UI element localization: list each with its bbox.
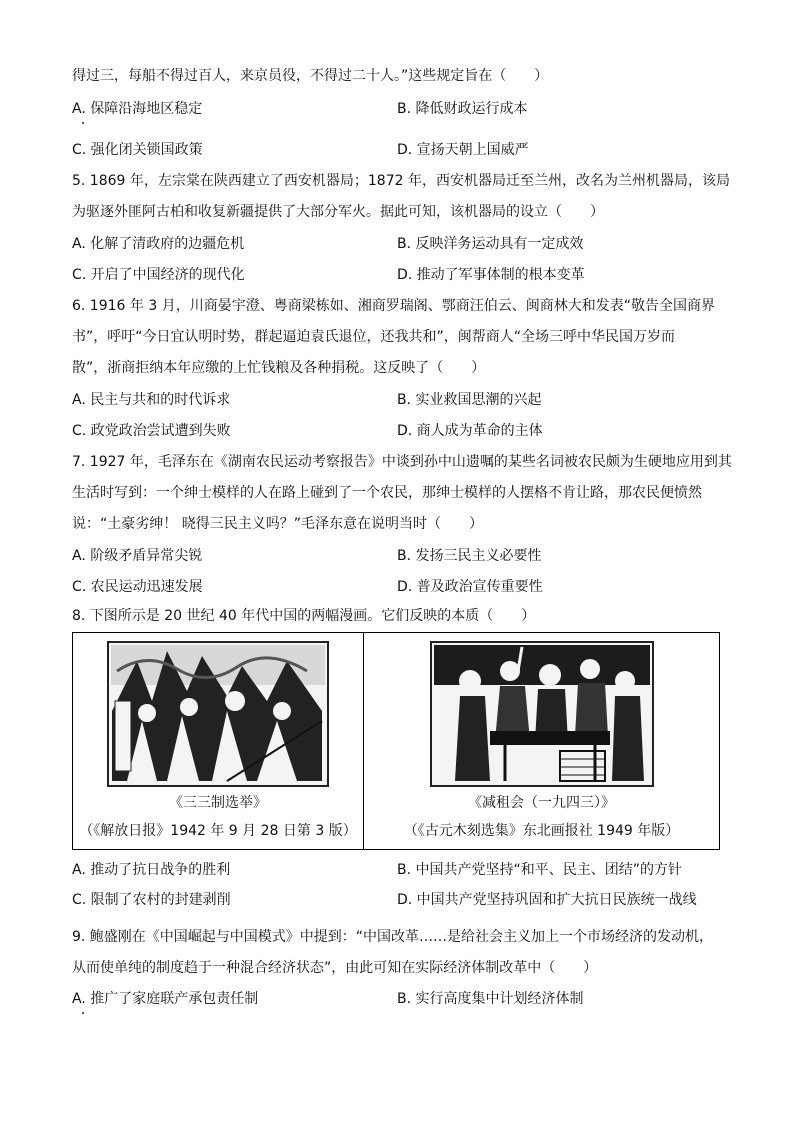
q8-option-c: C. 限制了农村的封建剥削: [72, 892, 231, 908]
q4-option-b: B. 降低财政运行成本: [397, 101, 528, 117]
q6-option-b: B. 实业救国思潮的兴起: [397, 392, 542, 408]
q7-option-b: B. 发扬三民主义必要性: [397, 548, 542, 564]
q7-stem-line1: 7. 1927 年，毛泽东在《湖南农民运动考察报告》中谈到孙中山遗嘱的某些名词被农民颇为生硬地应用到其: [72, 454, 732, 470]
cartoon-figure-table: [72, 632, 720, 850]
q6-stem-line2: 书”，呼吁“今日宜认明时势，群起逼迫袁氏退位，还我共和”，闽帮商人“全场三呼中华民国万岁而: [72, 329, 676, 345]
q6-stem-line1: 6. 1916 年 3 月，川商晏宇澄、粤商梁栋如、湘商罗瑞阁、鄂商汪伯云、闽商林大和发表“敬告全国商界: [72, 298, 715, 314]
cartoon-left-source: （《解放日报》1942 年 9 月 28 日第 3 版）: [79, 823, 357, 839]
q7-stem-line3: 说：“土豪劣绅！ 晓得三民主义吗？”毛泽东意在说明当时（ ）: [72, 516, 483, 532]
q9-stem-line1: 9. 鲍盛刚在《中国崛起与中国模式》中提到：“中国改革……是给社会主义加上一个市场经济的发动机，: [72, 929, 714, 945]
q5-option-b: B. 反映洋务运动具有一定成效: [397, 236, 584, 252]
stray-mark: [82, 122, 84, 124]
q8-option-d: D. 中国共产党坚持巩固和扩大抗日民族统一战线: [397, 892, 697, 908]
q6-option-a: A. 民主与共和的时代诉求: [72, 392, 231, 408]
q4-option-a: A. 保障沿海地区稳定: [72, 101, 203, 117]
q9-option-a: A. 推广了家庭联产承包责任制: [72, 991, 259, 1007]
q9-option-b: B. 实行高度集中计划经济体制: [397, 991, 584, 1007]
q9-stem-line2: 从而使单纯的制度趋于一种混合经济状态”，由此可知在实际经济体制改革中（ ）: [72, 960, 598, 976]
q6-option-d: D. 商人成为革命的主体: [397, 423, 543, 439]
q8-option-b: B. 中国共产党坚持“和平、民主、团结”的方针: [397, 862, 683, 878]
cartoon-rent-reduction-image: [430, 641, 654, 787]
q8-stem: 8. 下图所示是 20 世纪 40 年代中国的两幅漫画。它们反映的本质（ ）: [72, 608, 536, 624]
cartoon-sansan-election-image: [107, 641, 329, 787]
q5-option-c: C. 开启了中国经济的现代化: [72, 267, 245, 283]
q4-stem: 得过三，每船不得过百人，来京员役，不得过二十人。”这些规定旨在（ ）: [72, 68, 549, 84]
q5-option-d: D. 推动了军事体制的根本变革: [397, 267, 585, 283]
q7-option-d: D. 普及政治宣传重要性: [397, 579, 543, 595]
q4-option-d: D. 宣扬天朝上国威严: [397, 142, 529, 158]
q7-option-c: C. 农民运动迅速发展: [72, 579, 203, 595]
cartoon-right-source: （《古元木刻选集》东北画报社 1949 年版）: [403, 823, 680, 839]
q5-stem-line1: 5. 1869 年，左宗棠在陕西建立了西安机器局；1872 年，西安机器局迁至兰州，改名为兰州机器局，该局: [72, 173, 730, 189]
q7-option-a: A. 阶级矛盾异常尖锐: [72, 548, 203, 564]
cartoon-left-title: 《三三制选举》: [169, 795, 267, 811]
stray-mark: [82, 1012, 84, 1014]
q5-stem-line2: 为驱逐外匪阿古柏和收复新疆提供了大部分军火。据此可知，该机器局的设立（ ）: [72, 204, 604, 220]
q6-option-c: C. 政党政治尝试遭到失败: [72, 423, 231, 439]
cartoon-left-cell: [73, 633, 364, 849]
q6-stem-line3: 散”，浙商拒纳本年应缴的上忙钱粮及各种捐税。这反映了（ ）: [72, 360, 486, 376]
q7-stem-line2: 生活时写到：一个绅士模样的人在路上碰到了一个农民，那绅士模样的人摆格不肯让路，那农民便愤然: [72, 485, 702, 501]
q4-option-c: C. 强化闭关锁国政策: [72, 142, 203, 158]
q5-option-a: A. 化解了清政府的边疆危机: [72, 236, 245, 252]
cartoon-right-title: 《减租会（一九四三）》: [468, 795, 615, 811]
cartoon-right-cell: [364, 633, 719, 849]
q8-option-a: A. 推动了抗日战争的胜利: [72, 862, 231, 878]
